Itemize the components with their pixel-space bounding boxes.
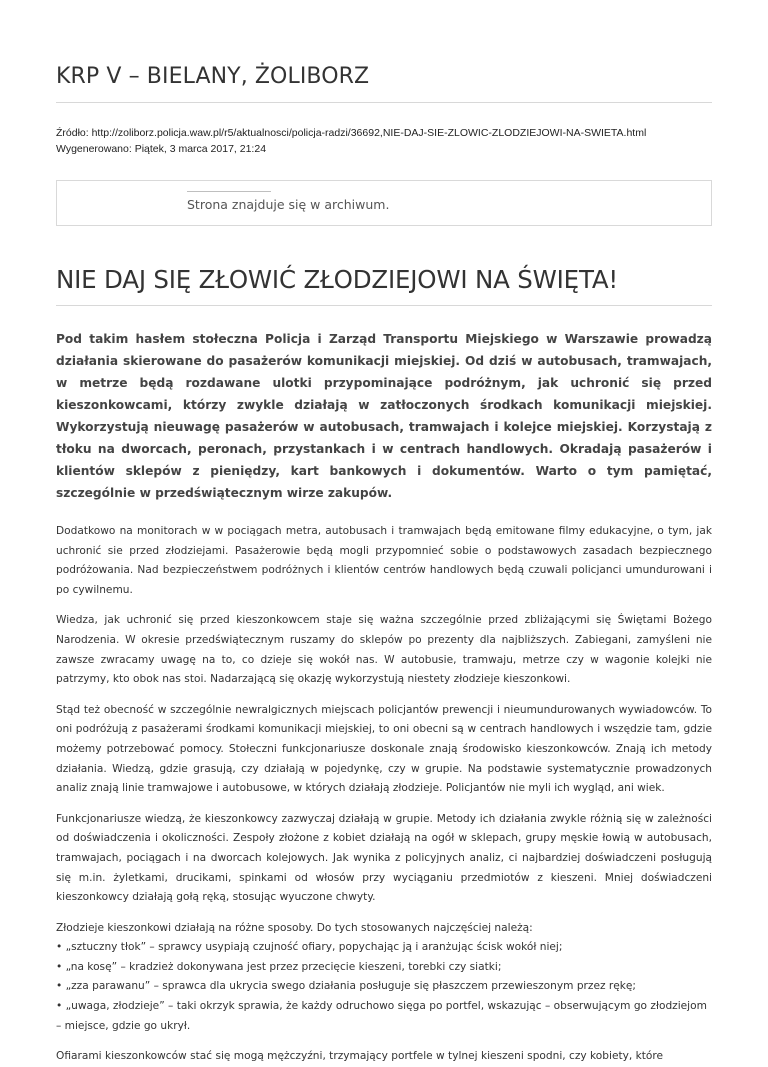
archive-notice-box	[56, 180, 712, 226]
article-title: NIE DAJ SIĘ ZŁOWIĆ ZŁODZIEJOWI NA ŚWIĘTA!	[56, 265, 618, 294]
list-item: • „zza parawanu” – sprawca dla ukrycia swego działania posługuje się płaszczem przewieszonym przez rękę;	[56, 977, 712, 997]
list-item: • „na kosę” – kradzież dokonywana jest przez przecięcie kieszeni, torebki czy siatki;	[56, 958, 712, 978]
generated-date: Wygenerowano: Piątek, 3 marca 2017, 21:24	[56, 143, 267, 155]
meta-info	[56, 125, 712, 157]
methods-list	[56, 938, 712, 1036]
article-paragraph: Wiedza, jak uchronić się przed kieszonkowcem staje się ważna szczególnie przed zbliżającymi się Świętami Bożego Narodzenia. W okresie przedświątecznym ruszamy do sklepów po prezenty dla najbliższych. Zabiegani, zamyśleni nie zawsze zwracamy uwagę na to, co dzieje się wokół nas. W autobusie, tramwaju, metrze czy w wagonie kolejki nie patrzymy, kto obok nas stoi. Nadarzającą się okazję wykorzystują niestety złodzieje kieszonkowi.	[56, 614, 712, 686]
article-lead: Pod takim hasłem stołeczna Policja i Zarząd Transportu Miejskiego w Warszawie prowadzą działania skierowane do pasażerów komunikacji miejskiej. Od dziś w autobusach, tramwajach, w metrze będą rozdawane ulotki przypominające podróżnym, jak uchronić się przed kieszonkowcami, którzy zwykle działają w zatłoczonych środkach komunikacji miejskiej. Wykorzystują nieuwagę pasażerów w autobusach, tramwajach i kolejce miejskiej. Korzystają z tłoku na dworcach, peronach, przystankach i w centrach handlowych. Okradają pasażerów i klientów sklepów z pieniędzy, kart bankowych i dokumentów. Warto o tym pamiętać, szczególnie w przedświątecznym wirze zakupów.	[56, 332, 712, 500]
article-paragraph: Dodatkowo na monitorach w w pociągach metra, autobusach i tramwajach będą emitowane filmy edukacyjne, o tym, jak uchronić sie przed złodziejami. Pasażerowie będą mogli przypomnieć sobie o podstawowych zasadach bezpiecznego podróżowania. Nad bezpieczeństwem podróżnych i klientów centrów handlowych będą czuwali policjanci umundurowani i po cywilnemu.	[56, 525, 712, 596]
site-title: KRP V – BIELANY, ŻOLIBORZ	[56, 64, 370, 89]
divider	[56, 102, 712, 103]
list-item: • „uwaga, złodzieje” – taki okrzyk sprawia, że każdy odruchowo sięga po portfel, wskazując – obserwującym go złodziejom – miejsce, gdzie go ukrył.	[56, 997, 712, 1036]
archive-notice: Strona znajduje się w archiwum.	[187, 197, 390, 212]
article-paragraph: Ofiarami kieszonkowców stać się mogą mężczyźni, trzymający portfele w tylnej kieszeni spodni, czy kobiety, które	[56, 1050, 664, 1063]
article-paragraph: Złodzieje kieszonkowi działają na różne sposoby. Do tych stosowanych najczęściej należą:	[56, 921, 533, 934]
archive-notice-accent	[187, 191, 271, 192]
article-paragraph: Funkcjonariusze wiedzą, że kieszonkowcy zazwyczaj działają w grupie. Metody ich działania zwykle różnią się w zależności od doświadczenia i okoliczności. Zespoły złożone z kobiet działają na ogół w sklepach, grupy męskie łowią w autobusach, tramwajach, pociągach i na dworcach kolejowych. Jak wynika z policyjnych analiz, ci najbardziej doświadczeni posługują się m.in. żyletkami, drucikami, spinkami od włosów przy wyciąganiu przedmiotów z kieszeni. Mniej doświadczeni kieszonkowcy działają gołą ręką, stosując wyuczone chwyty.	[56, 812, 712, 904]
list-item: • „sztuczny tłok” – sprawcy usypiają czujność ofiary, popychając ją i aranżując ścisk wokół niej;	[56, 938, 712, 958]
source-url: Źródło: http://zoliborz.policja.waw.pl/r5/aktualnosci/policja-radzi/36692,NIE-DAJ-SIE-ZLOWIC-ZLODZIEJOWI-NA-SWIETA.html	[56, 127, 647, 139]
divider	[56, 305, 712, 306]
article-paragraph: Stąd też obecność w szczególnie newralgicznych miejscach policjantów prewencji i nieumundurowanych wywiadowców. To oni podróżują z pasażerami środkami komunikacji miejskiej, to oni obecni są w centrach handlowych i wszędzie tam, gdzie możemy potrzebować pomocy. Stołeczni funkcjonariusze doskonale znają środowisko kieszonkowców. Znają ich metody działania. Wiedzą, gdzie grasują, czy działają w pojedynkę, czy w grupie. Na podstawie systematycznie prowadzonych analiz znają linie tramwajowe i autobusowe, w których działają złodzieje. Policjantów nie myli ich wygląd, ani wiek.	[56, 703, 712, 795]
